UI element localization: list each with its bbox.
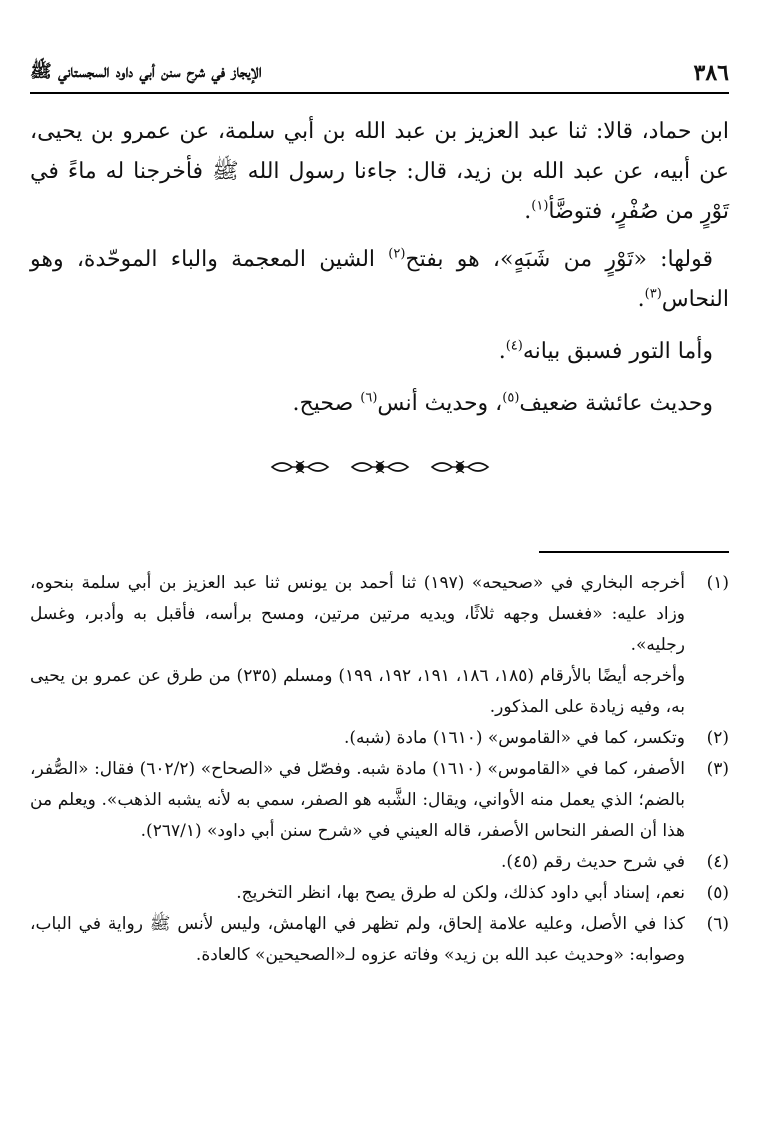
footnote-text: الأصفر، كما في «القاموس» (١٦١٠) مادة شبه. وفصّل في «الصحاح» (٦٠٢/٢) فقال: «الصُّفر، بالضم؛ الذي يعمل منه الأواني، ويقال: الشَّبه هو الصفر، سمي به لأنه يشبه الذهب». ويعلم من هذا أن الصفر النحاس الأصفر، قاله العيني في «شرح سنن أبي داود» (٢٦٧/١). (30, 759, 686, 841)
commentary-paragraph: وأما التور فسبق بيانه$^{(٤)}$. (498, 338, 713, 364)
footnote-number: (٦) (706, 914, 729, 934)
floral-ornament-icon (350, 457, 410, 477)
footnote (30, 754, 729, 847)
commentary-paragraph: قولها: «تَوْرٍ من شَبَهٍ»، هو بفتح$^{(٢)}$ الشين المعجمة والباء الموحّدة، وهو النحاس$^{(٣)}$. (30, 246, 729, 312)
text-line: يحيى، عن أبيه، عن عبد الله بن زيد، قال: جاءنا رسول الله ﷺ (30, 119, 729, 184)
text-line: ابن حماد، قالا: ثنا عبد العزيز بن عبد الله بن أبي سلمة، عن عمرو بن (90, 119, 729, 144)
hadith-paragraph: ابن حماد، قالا: ثنا عبد العزيز بن عبد الله بن أبي سلمة، عن عمرو بن يحيى، عن أبيه، عن عبد الله بن زيد، قال: جاءنا رسول الله ﷺ فأخرجنا له ماءً في تَوْرٍ من صُفْرٍ، فتوضَّأ$^{(١)}$. (30, 119, 729, 224)
footnote-text: أخرجه البخاري في «صحيحه» (١٩٧) ثنا أحمد بن يونس ثنا عبد العزيز بن أبي سلمة بنحوه، وزاد عليه: «فغسل وجهه ثلاثًا، ويديه مرتين مرتين، ومسح برأسه، فأقبل به وأدبر، وغسل رجليه». وأخرجه أيضًا بالأرقام (١٨٥، ١٨٦، ١٩١، ١٩٢، ١٩٩) ومسلم (٢٣٥) من طرق عن عمرو بن يحيى به، وفيه زيادة على المذكور. (30, 573, 686, 717)
footnote-number: (٢) (706, 728, 729, 748)
header-divider (30, 92, 729, 94)
footnote-ref[interactable]: (٤) (505, 338, 523, 354)
commentary-paragraph: وحديث عائشة ضعيف$^{(٥)}$، وحديث أنس$^{(٦)}$ صحيح. (292, 390, 713, 416)
footnotes (30, 568, 729, 971)
footnote-divider (539, 551, 729, 553)
footnote-number: (٤) (706, 852, 729, 872)
footnote (30, 847, 729, 878)
floral-ornament-icon (270, 457, 330, 477)
footnote-ref[interactable]: (٥) (502, 390, 520, 406)
footnote (30, 909, 729, 971)
footnote-text: كذا في الأصل، وعليه علامة إلحاق، ولم تظهر في الهامش، وليس لأنس ﷺ رواية في الباب، وصوابه: «وحديث عبد الله بن زيد» وفاته عزوه لـ«الصحيحين» كالعادة. (30, 914, 685, 965)
footnote-text: وتكسر، كما في «القاموس» (١٦١٠) مادة (شبه). (343, 728, 685, 748)
floral-ornament-icon (430, 457, 490, 477)
footnote-number: (٥) (706, 883, 729, 903)
footnote (30, 568, 729, 723)
footnote (30, 878, 729, 909)
text-line: فأخرجنا له ماءً في تَوْرٍ من صُفْرٍ، فتوضَّأ (30, 159, 729, 224)
page-header (30, 56, 729, 90)
running-title: الإيجاز في شرح سنن أبي داود السجستاني ﷺ (30, 61, 262, 82)
footnote-ref[interactable]: (١) (531, 198, 549, 214)
footnote-ref[interactable]: (٢) (388, 246, 406, 262)
footnote-number: (٣) (706, 759, 729, 779)
footnote (30, 723, 729, 754)
footnote-text: نعم، إسناد أبي داود كذلك، ولكن له طرق يصح بها، انظر التخريج. (236, 883, 685, 903)
page-number: ٣٨٦ (693, 60, 729, 86)
footnote-ref[interactable]: (٦) (360, 390, 378, 406)
section-ornament (270, 454, 490, 480)
main-text (30, 112, 729, 424)
footnote-text: في شرح حديث رقم (٤٥). (501, 852, 685, 872)
footnote-number: (١) (706, 573, 729, 593)
footnote-ref[interactable]: (٣) (644, 286, 662, 302)
